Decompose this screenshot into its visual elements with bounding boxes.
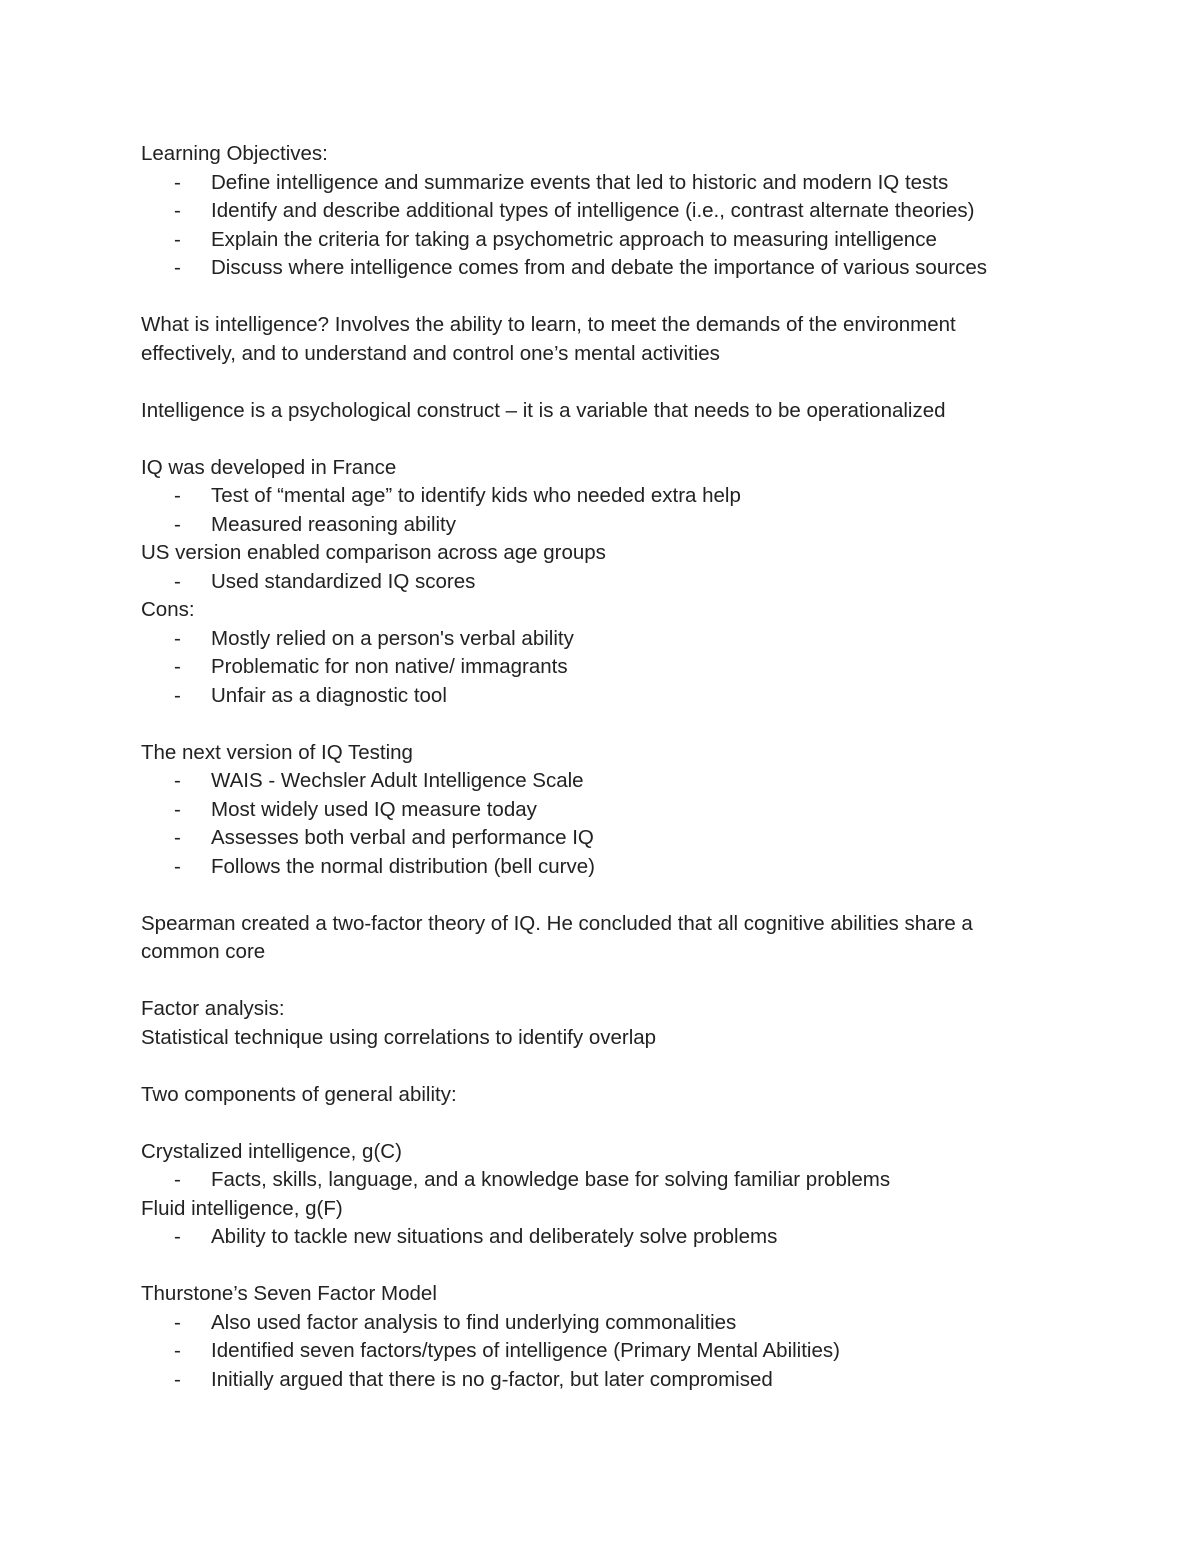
dash-bullet: - (174, 199, 181, 222)
list-item-text: Most widely used IQ measure today (211, 797, 537, 821)
document-page (141, 140, 1141, 1394)
dash-bullet: - (174, 854, 181, 878)
paragraph-line: Crystalized intelligence, g(C) (141, 1139, 402, 1163)
list-item-text: Problematic for non native/ immagrants (211, 655, 568, 678)
dash-bullet: - (174, 256, 181, 279)
list-item (141, 682, 1141, 711)
paragraph-line: What is intelligence? Involves the ability to learn, to meet the demands of the environment (141, 313, 956, 336)
dash-list (141, 169, 1141, 283)
dash-bullet: - (174, 1367, 181, 1391)
list-item-text: Mostly relied on a person's verbal ability (211, 626, 574, 650)
list-item-text: Initially argued that there is no g-factor, but later compromised (211, 1367, 773, 1391)
blank-line (141, 1252, 1141, 1281)
dash-list (141, 1309, 1141, 1395)
list-item (141, 254, 1141, 283)
blank-line (141, 1109, 1141, 1138)
paragraph-line: US version enabled comparison across age groups (141, 541, 606, 564)
dash-bullet: - (174, 655, 181, 678)
blank-line (141, 967, 1141, 996)
blank-line (141, 283, 1141, 312)
paragraph-line: Intelligence is a psychological construct – it is a variable that needs to be operationalized (141, 398, 946, 422)
paragraph-line: Cons: (141, 598, 195, 621)
list-item-text: Unfair as a diagnostic tool (211, 683, 447, 707)
list-item (141, 1366, 1141, 1395)
paragraph-line: IQ was developed in France (141, 455, 397, 479)
list-item-text: Also used factor analysis to find underlying commonalities (211, 1310, 737, 1334)
dash-list (141, 1223, 1141, 1252)
blank-line (141, 710, 1141, 739)
paragraph-line: Factor analysis: (141, 997, 285, 1020)
list-item-text: Identified seven factors/types of intelligence (Primary Mental Abilities) (211, 1339, 840, 1362)
list-item (141, 197, 1141, 226)
list-item (141, 169, 1141, 198)
blank-line (141, 881, 1141, 910)
dash-list (141, 568, 1141, 597)
paragraph-line: Two components of general ability: (141, 1082, 457, 1106)
list-item-text: Explain the criteria for taking a psychometric approach to measuring intelligence (211, 227, 937, 251)
paragraph-line: effectively, and to understand and control one’s mental activities (141, 341, 720, 365)
list-item (141, 625, 1141, 654)
list-item (141, 568, 1141, 597)
blank-line (141, 368, 1141, 397)
dash-list (141, 625, 1141, 711)
list-item (141, 767, 1141, 796)
list-item-text: WAIS - Wechsler Adult Intelligence Scale (211, 769, 584, 792)
list-item (141, 653, 1141, 682)
dash-bullet: - (174, 769, 181, 792)
paragraph-line: Thurstone’s Seven Factor Model (141, 1282, 437, 1305)
dash-bullet: - (174, 797, 181, 821)
dash-list (141, 482, 1141, 539)
paragraph-line: Fluid intelligence, g(F) (141, 1196, 343, 1220)
dash-bullet: - (174, 569, 181, 593)
list-item-text: Follows the normal distribution (bell curve) (211, 854, 595, 878)
list-item-text: Discuss where intelligence comes from and debate the importance of various sources (211, 256, 987, 279)
paragraph-line: common core (141, 940, 266, 963)
list-item (141, 226, 1141, 255)
list-item-text: Define intelligence and summarize events that led to historic and modern IQ tests (211, 170, 949, 194)
list-item-text: Assesses both verbal and performance IQ (211, 826, 594, 849)
list-item-text: Test of “mental age” to identify kids who needed extra help (211, 484, 741, 507)
list-item-text: Identify and describe additional types of intelligence (i.e., contrast alternate theories) (211, 199, 975, 222)
list-item (141, 796, 1141, 825)
list-item (141, 824, 1141, 853)
list-item (141, 853, 1141, 882)
paragraph-line: The next version of IQ Testing (141, 740, 413, 764)
dash-bullet: - (174, 512, 181, 536)
dash-bullet: - (174, 1339, 181, 1362)
list-item (141, 1337, 1141, 1366)
list-item-text: Measured reasoning ability (211, 512, 456, 536)
dash-list (141, 767, 1141, 881)
paragraph-line: Learning Objectives: (141, 142, 328, 165)
paragraph-line: Spearman created a two-factor theory of IQ. He concluded that all cognitive abilities share a (141, 911, 973, 935)
dash-bullet: - (174, 484, 181, 507)
dash-bullet: - (174, 1168, 181, 1191)
dash-bullet: - (174, 626, 181, 650)
dash-list (141, 1166, 1141, 1195)
dash-bullet: - (174, 227, 181, 251)
list-item (141, 1223, 1141, 1252)
dash-bullet: - (174, 1310, 181, 1334)
dash-bullet: - (174, 170, 181, 194)
list-item (141, 482, 1141, 511)
blank-line (141, 425, 1141, 454)
list-item (141, 1309, 1141, 1338)
dash-bullet: - (174, 826, 181, 849)
paragraph-line: Statistical technique using correlations to identify overlap (141, 1025, 657, 1049)
dash-bullet: - (174, 1225, 181, 1248)
list-item (141, 1166, 1141, 1195)
dash-bullet: - (174, 683, 181, 707)
list-item-text: Used standardized IQ scores (211, 569, 476, 593)
list-item (141, 511, 1141, 540)
list-item-text: Ability to tackle new situations and deliberately solve problems (211, 1225, 778, 1248)
list-item-text: Facts, skills, language, and a knowledge base for solving familiar problems (211, 1168, 891, 1191)
blank-line (141, 1052, 1141, 1081)
